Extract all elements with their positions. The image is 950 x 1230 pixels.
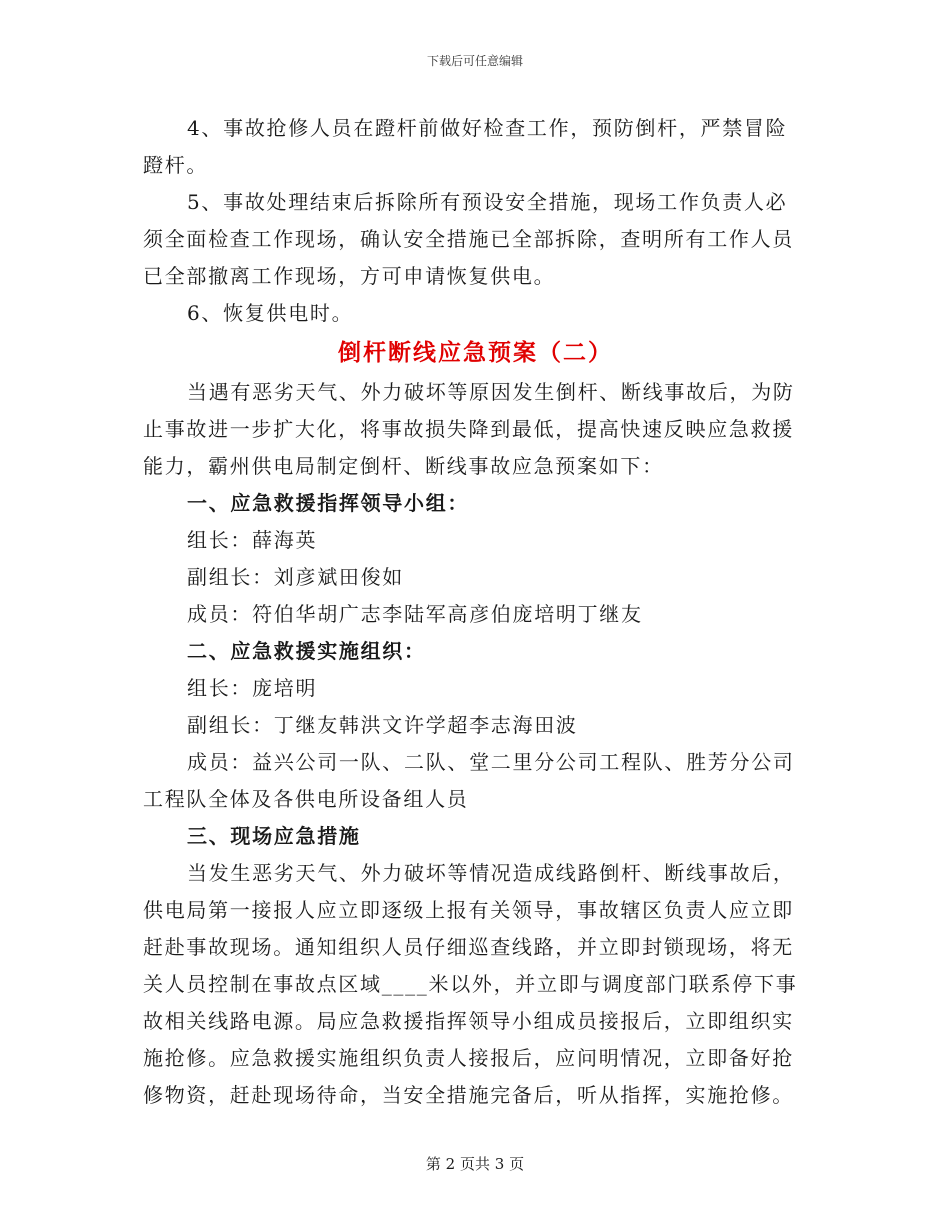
group3-heading: 三、现场应急措施 bbox=[187, 824, 361, 848]
intro-paragraph: 当遇有恶劣天气、外力破坏等原因发生倒杆、断线事故后，为防止事故进一步扩大化，将事故损失降到最低，提高快速反映应急救援能力，霸州供电局制定倒杆、断线事故应急预案如下： bbox=[143, 380, 795, 478]
paragraph-4: 4、事故抢修人员在蹬杆前做好检查工作，预防倒杆，严禁冒险蹬杆。 bbox=[143, 116, 788, 177]
group2-leader: 组长：庞培明 bbox=[187, 676, 318, 700]
group1-heading: 一、应急救援指挥领导小组： bbox=[187, 491, 470, 515]
document-body bbox=[143, 110, 808, 1114]
group2-members: 成员：益兴公司一队、二队、堂二里分公司工程队、胜芳分公司工程队全体及各供电所设备组人员 bbox=[143, 750, 795, 811]
group3-body: 当发生恶劣天气、外力破坏等情况造成线路倒杆、断线事故后，供电局第一接报人应立即逐级上报有关领导，事故辖区负责人应立即赶赴事故现场。通知组织人员仔细巡查线路，并立即封锁现场，将无关人员控制在事故点区域____米以外，并立即与调度部门联系停下事故相关线路电源。局应急救援指挥领导小组成员接报后，立即组织实施抢修。应急救援实施组织负责人接报后，应问明情况，立即备好抢修物资，赶赴现场待命，当安全措施完备后，听从指挥，实施抢修。 bbox=[143, 861, 798, 1107]
page-footer: 第 2 页共 3 页 bbox=[425, 1155, 525, 1173]
section-title: 倒杆断线应急预案（二） bbox=[338, 339, 613, 366]
group2-deputy: 副组长：丁继友韩洪文许学超李志海田波 bbox=[187, 713, 578, 737]
group1-members: 成员：符伯华胡广志李陆军高彦伯庞培明丁继友 bbox=[187, 602, 643, 626]
group1-leader: 组长：薛海英 bbox=[187, 528, 318, 552]
page-header: 下载后可任意编辑 bbox=[426, 54, 523, 68]
group2-heading: 二、应急救援实施组织： bbox=[187, 639, 426, 663]
paragraph-6: 6、恢复供电时。 bbox=[187, 301, 354, 325]
paragraph-5: 5、事故处理结束后拆除所有预设安全措施，现场工作负责人必须全面检查工作现场，确认安全措施已全部拆除，查明所有工作人员已全部撤离工作现场，方可申请恢复供电。 bbox=[143, 190, 794, 288]
group1-deputy: 副组长：刘彦斌田俊如 bbox=[187, 565, 404, 589]
